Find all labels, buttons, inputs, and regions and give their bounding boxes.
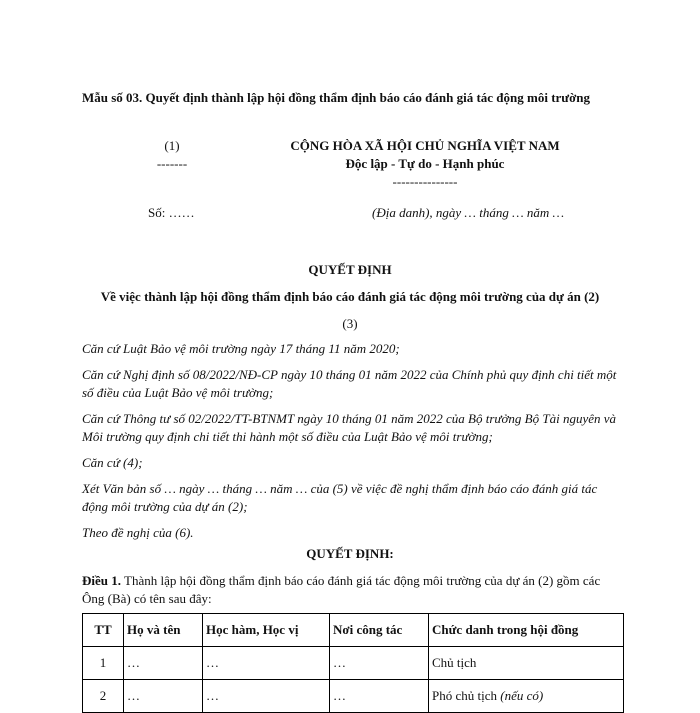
national-motto: Độc lập - Tự do - Hạnh phúc xyxy=(345,156,505,171)
national-header xyxy=(255,137,595,191)
table-row xyxy=(83,647,624,680)
cell-name: … xyxy=(124,647,203,680)
legal-bases xyxy=(82,340,622,550)
role-note: (nếu có) xyxy=(500,688,544,703)
cell-role xyxy=(429,647,624,680)
cell-workplace: … xyxy=(330,680,429,713)
form-heading: Mẫu số 03. Quyết định thành lập hội đồng thẩm định báo cáo đánh giá tác động môi trường xyxy=(82,90,591,105)
decision-title: QUYẾT ĐỊNH xyxy=(308,262,392,277)
cell-degree: … xyxy=(203,647,330,680)
issuer-block xyxy=(150,137,194,173)
place-date: (Địa danh), ngày … tháng … năm … xyxy=(372,205,565,220)
issuer-divider: ------- xyxy=(156,156,188,171)
decision-subject: Về việc thành lập hội đồng thẩm định báo cáo đánh giá tác động môi trường của dự án (2) xyxy=(100,289,600,304)
decides-heading: QUYẾT ĐỊNH: xyxy=(306,546,394,561)
issuer-code: (1) xyxy=(164,138,180,153)
legal-basis: Căn cứ Nghị định số 08/2022/NĐ-CP ngày 10 tháng 01 năm 2022 của Chính phủ quy định chi tiết một số điều của Luật Bảo vệ môi trường; xyxy=(82,367,617,400)
cell-workplace: … xyxy=(330,647,429,680)
table-header-row xyxy=(83,614,624,647)
col-header-index: TT xyxy=(83,614,124,647)
document-number: Số: …… xyxy=(148,205,195,220)
motto-divider: --------------- xyxy=(392,174,458,189)
col-header-role: Chức danh trong hội đồng xyxy=(429,614,624,647)
role-text: Chủ tịch xyxy=(432,655,477,670)
council-members-table xyxy=(82,613,624,713)
article-1-text: Thành lập hội đồng thẩm định báo cáo đánh giá tác động môi trường của dự án (2) gồm các Ông (Bà) có tên sau đây: xyxy=(82,573,601,606)
republic-name: CỘNG HÒA XÃ HỘI CHỦ NGHĨA VIỆT NAM xyxy=(290,138,560,153)
col-header-workplace: Nơi công tác xyxy=(330,614,429,647)
article-1-label: Điều 1. xyxy=(82,573,121,588)
legal-basis: Căn cứ Luật Bảo vệ môi trường ngày 17 tháng 11 năm 2020; xyxy=(82,341,400,356)
article-1 xyxy=(82,572,622,608)
cell-name: … xyxy=(124,680,203,713)
legal-basis: Xét Văn bản số … ngày … tháng … năm … của (5) về việc đề nghị thẩm định báo cáo đánh giá tác động môi trường của dự án (2); xyxy=(82,481,598,514)
issuing-authority: (3) xyxy=(342,316,358,331)
legal-basis: Căn cứ (4); xyxy=(82,455,143,470)
cell-index: 2 xyxy=(83,680,124,713)
col-header-name: Họ và tên xyxy=(124,614,203,647)
cell-role xyxy=(429,680,624,713)
legal-basis: Căn cứ Thông tư số 02/2022/TT-BTNMT ngày 10 tháng 01 năm 2022 của Bộ trưởng Bộ Tài nguyên và Môi trường quy định chi tiết thi hành một số điều của Luật Bảo vệ môi trường; xyxy=(82,411,617,444)
cell-degree: … xyxy=(203,680,330,713)
col-header-degree: Học hàm, Học vị xyxy=(203,614,330,647)
table-row xyxy=(83,680,624,713)
legal-basis: Theo đề nghị của (6). xyxy=(82,525,194,540)
role-text: Phó chủ tịch xyxy=(432,688,501,703)
cell-index: 1 xyxy=(83,647,124,680)
